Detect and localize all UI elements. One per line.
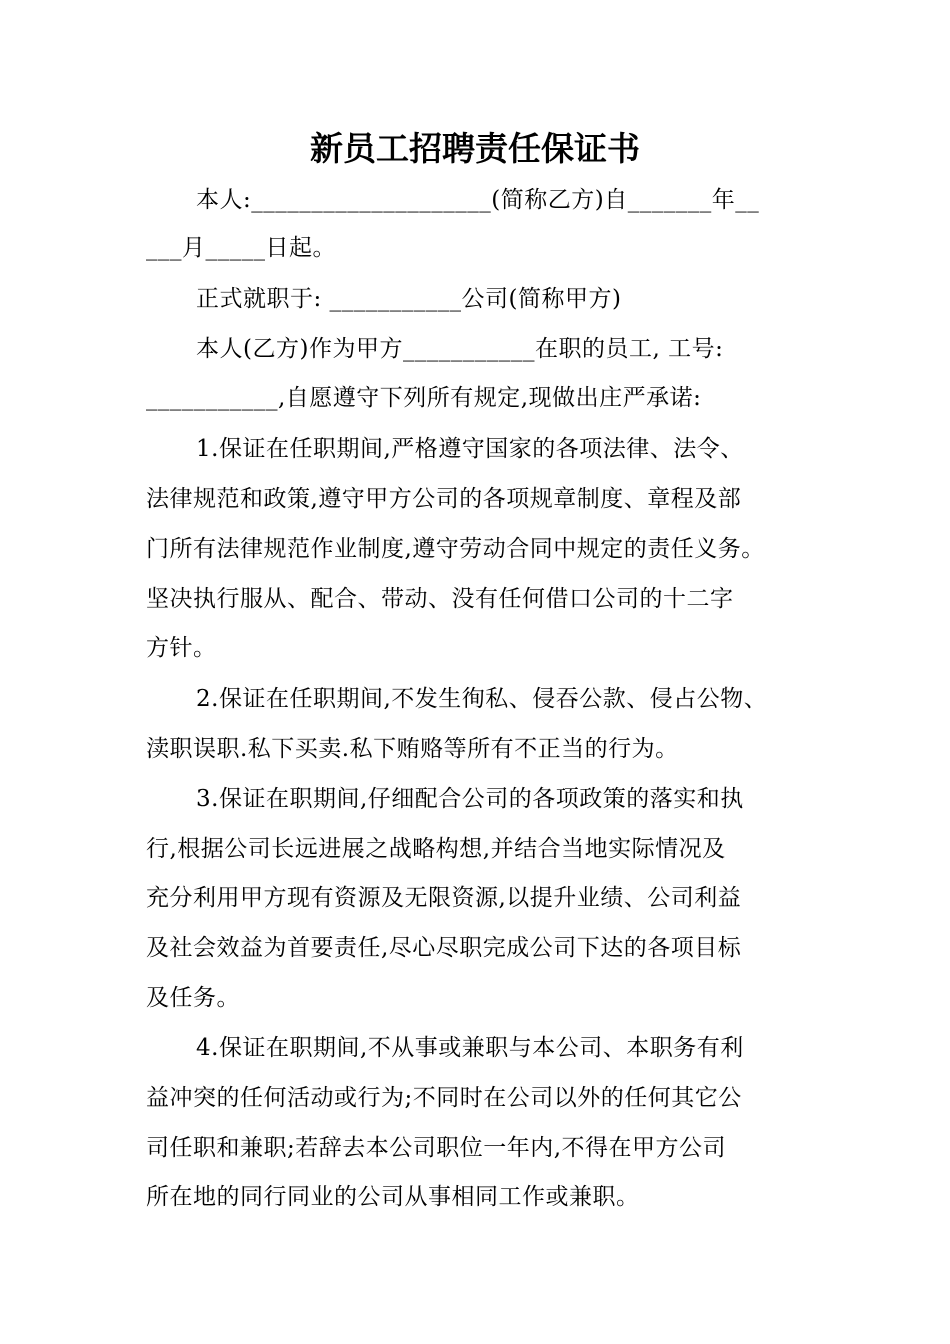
clause-4-line-2: 益冲突的任何活动或行为;不同时在公司以外的任何其它公 (146, 1085, 742, 1111)
clause-4-line-1: 4.保证在职期间,不从事或兼职与本公司、本职务有利 (196, 1035, 744, 1061)
line-start-date: ___月_____日起。 (146, 235, 336, 261)
clause-3-line-3: 充分利用甲方现有资源及无限资源,以提升业绩、公司利益 (146, 885, 742, 911)
clause-3-line-5: 及任务。 (146, 985, 240, 1011)
clause-1-line-5: 方针。 (146, 635, 217, 661)
clause-1-line-4: 坚决执行服从、配合、带动、没有任何借口公司的十二字 (146, 586, 734, 612)
line-employee-id: 本人(乙方)作为甲方___________在职的员工, 工号: (196, 336, 724, 362)
clause-3-line-4: 及社会效益为首要责任,尽心尽职完成公司下达的各项目标 (146, 935, 742, 961)
clause-1-line-2: 法律规范和政策,遵守甲方公司的各项规章制度、章程及部 (146, 486, 742, 512)
line-commitment-intro: ___________,自愿遵守下列所有规定,现做出庄严承诺: (146, 385, 702, 411)
clause-4-line-4: 所在地的同行同业的公司从事相同工作或兼职。 (146, 1184, 640, 1210)
clause-3-line-1: 3.保证在职期间,仔细配合公司的各项政策的落实和执 (196, 786, 744, 812)
document-title: 新员工招聘责任保证书 (310, 129, 640, 168)
clause-1-line-1: 1.保证在任职期间,严格遵守国家的各项法律、法令、 (196, 436, 744, 462)
clause-2-line-2: 渎职误职.私下买卖.私下贿赂等所有不正当的行为。 (146, 736, 679, 762)
line-employer: 正式就职于: ___________公司(简称甲方) (196, 286, 622, 312)
clause-1-line-3: 门所有法律规范作业制度,遵守劳动合同中规定的责任义务。 (146, 536, 765, 562)
clause-4-line-3: 司任职和兼职;若辞去本公司职位一年内,不得在甲方公司 (146, 1135, 727, 1161)
clause-2-line-1: 2.保证在任职期间,不发生徇私、侵吞公款、侵占公物、 (196, 686, 768, 712)
clause-3-line-2: 行,根据公司长远进展之战略构想,并结合当地实际情况及 (146, 836, 726, 862)
line-party-b-name: 本人:____________________(简称乙方)自_______年__ (196, 187, 760, 213)
